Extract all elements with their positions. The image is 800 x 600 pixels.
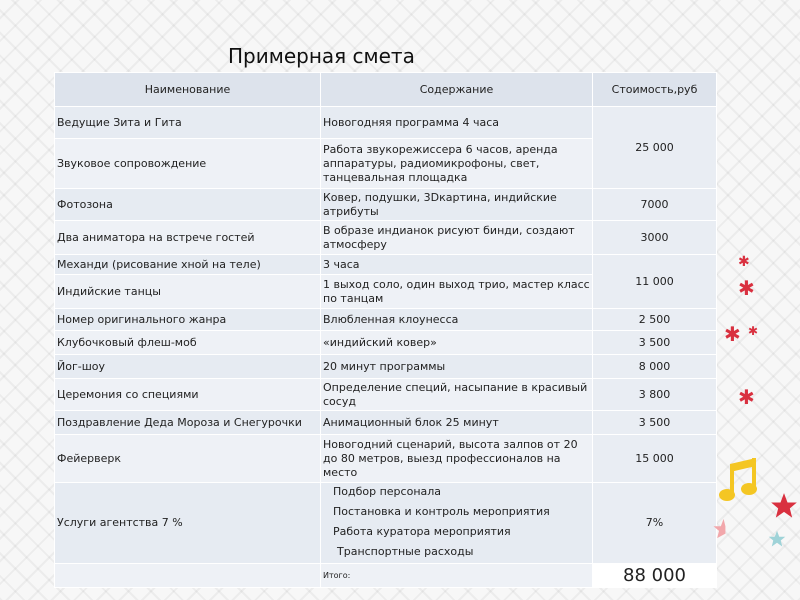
agency-service: Подбор персонала — [333, 485, 442, 498]
asterisk-icon: ✱ — [738, 254, 750, 270]
cell-content: 3 часа — [321, 255, 593, 275]
cell-content: «индийский ковер» — [321, 331, 593, 355]
cell-name: Фотозона — [55, 189, 321, 221]
cell-content: 20 минут программы — [321, 355, 593, 379]
agency-service: Транспортные расходы — [337, 545, 474, 558]
cell-cost: 2 500 — [593, 309, 717, 331]
table-row — [55, 331, 717, 355]
cell-name: Звуковое сопровождение — [55, 139, 321, 189]
asterisk-icon: ✱ — [724, 322, 741, 346]
star-icon — [770, 492, 798, 520]
estimate-table — [54, 72, 717, 588]
cell-name: Фейерверк — [55, 435, 321, 483]
cell-cost: 25 000 — [593, 107, 717, 189]
cell-name: Клубочковый флеш-моб — [55, 331, 321, 355]
cell-name: Механди (рисование хной на теле) — [55, 255, 321, 275]
table-row — [55, 411, 717, 435]
cell-content — [321, 483, 593, 564]
table-row — [55, 435, 717, 483]
cell-name: Номер оригинального жанра — [55, 309, 321, 331]
cell-name: Церемония со специями — [55, 379, 321, 411]
table-row — [55, 255, 717, 275]
header-cost: Стоимость,руб — [593, 73, 717, 107]
table-row — [55, 309, 717, 331]
asterisk-icon: ✱ — [738, 385, 755, 409]
star-icon — [768, 530, 786, 548]
total-value: 88 000 — [593, 564, 717, 588]
cell-cost: 15 000 — [593, 435, 717, 483]
cell-cost: 3 800 — [593, 379, 717, 411]
cell-cost: 7% — [593, 483, 717, 564]
cell-name: Поздравление Деда Мороза и Снегурочки — [55, 411, 321, 435]
asterisk-icon: ✱ — [738, 276, 755, 300]
page-title: Примерная смета — [228, 44, 415, 68]
cell-content: Работа звукорежиссера 6 часов, аренда аппаратуры, радиомикрофоны, свет, танцевальная площадка — [321, 139, 593, 189]
cell-name: Индийские танцы — [55, 275, 321, 309]
table-row — [55, 379, 717, 411]
table-row-total — [55, 564, 717, 588]
cell-content: Влюбленная клоунесса — [321, 309, 593, 331]
music-note-icon — [718, 454, 766, 504]
table-row — [55, 189, 717, 221]
cell-name: Услуги агентства 7 % — [55, 483, 321, 564]
cell-content: Определение специй, насыпание в красивый сосуд — [321, 379, 593, 411]
cell-content: Ковер, подушки, 3Dкартина, индийские атрибуты — [321, 189, 593, 221]
cell-cost: 3 500 — [593, 331, 717, 355]
header-name: Наименование — [55, 73, 321, 107]
cell-name: Йог-шоу — [55, 355, 321, 379]
total-label: Итого: — [321, 564, 593, 588]
table-row-agency — [55, 483, 717, 564]
table-row — [55, 221, 717, 255]
table-header-row — [55, 73, 717, 107]
cell-empty — [55, 564, 321, 588]
cell-cost: 3 500 — [593, 411, 717, 435]
cell-name: Ведущие Зита и Гита — [55, 107, 321, 139]
cell-content: Новогодняя программа 4 часа — [321, 107, 593, 139]
star-icon — [712, 518, 726, 540]
header-content: Содержание — [321, 73, 593, 107]
table-row — [55, 107, 717, 139]
cell-content: Новогодний сценарий, высота залпов от 20 до 80 метров, выезд профессионалов на место — [321, 435, 593, 483]
cell-cost: 11 000 — [593, 255, 717, 309]
cell-content: Анимационный блок 25 минут — [321, 411, 593, 435]
cell-name: Два аниматора на встрече гостей — [55, 221, 321, 255]
table-row — [55, 355, 717, 379]
cell-content: В образе индианок рисуют бинди, создают атмосферу — [321, 221, 593, 255]
agency-service: Постановка и контроль мероприятия — [333, 505, 550, 518]
cell-cost: 8 000 — [593, 355, 717, 379]
cell-content: 1 выход соло, один выход трио, мастер класс по танцам — [321, 275, 593, 309]
asterisk-icon: ✱ — [748, 324, 759, 338]
cell-cost: 7000 — [593, 189, 717, 221]
agency-service: Работа куратора мероприятия — [333, 525, 511, 538]
cell-cost: 3000 — [593, 221, 717, 255]
